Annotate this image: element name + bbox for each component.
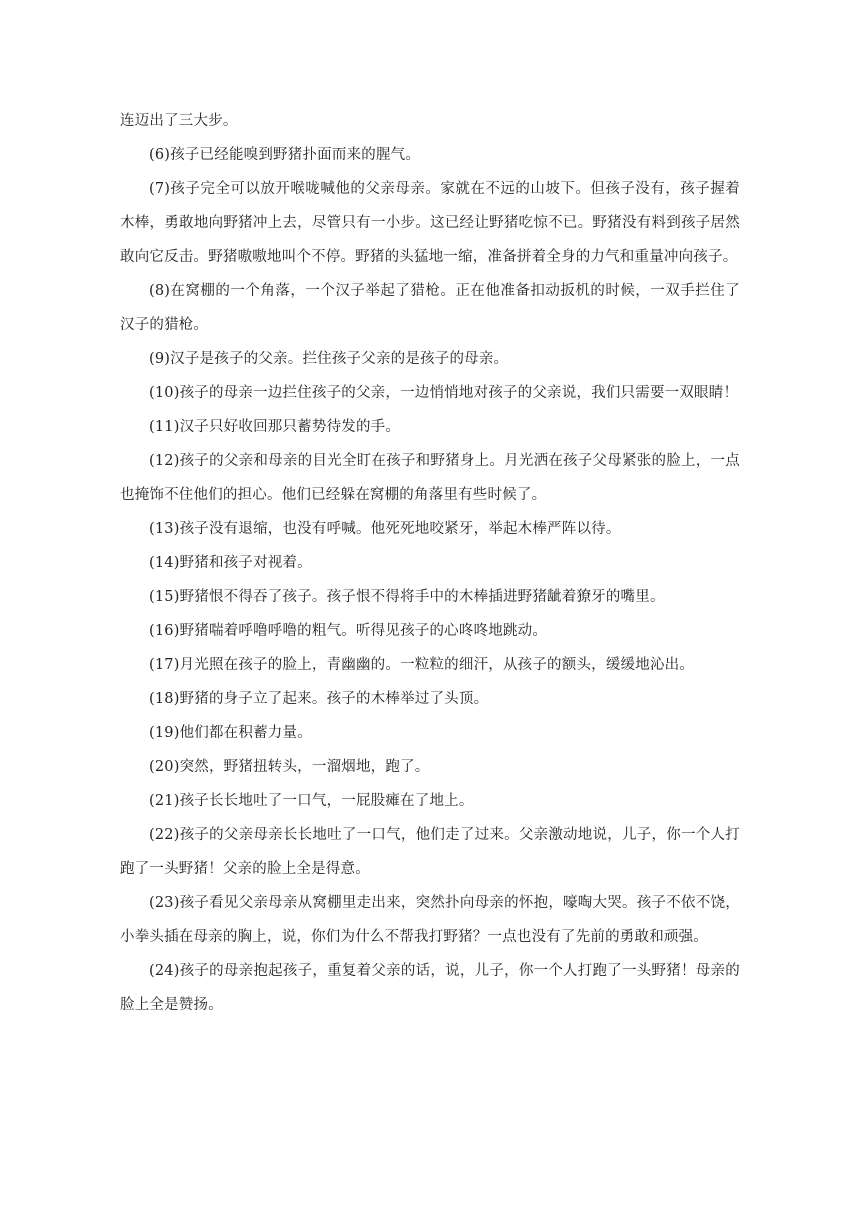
paragraph-15: (15)野猪恨不得吞了孩子。孩子恨不得将手中的木棒插进野猪龇着獠牙的嘴里。: [149, 589, 665, 605]
paragraph-13: (13)孩子没有退缩，也没有呼喊。他死死地咬紧牙，举起木棒严阵以待。: [149, 521, 621, 537]
paragraph-9: (9)汉子是孩子的父亲。拦住孩子父亲的是孩子的母亲。: [149, 351, 509, 367]
paragraph-22: (22)孩子的父亲母亲长长地吐了一口气，他们走了过来。父亲激动地说，儿子，你一个人打跑了一头野猪！父亲的脸上全是得意。: [120, 827, 740, 877]
paragraph-12: (12)孩子的父亲和母亲的目光全盯在孩子和野猪身上。月光洒在孩子父母紧张的脸上，一点也掩饰不住他们的担心。他们已经躲在窝棚的角落里有些时候了。: [120, 453, 740, 503]
paragraph-18: (18)野猪的身子立了起来。孩子的木棒举过了头顶。: [149, 691, 489, 707]
paragraph-17: (17)月光照在孩子的脸上，青幽幽的。一粒粒的细汗，从孩子的额头，缓缓地沁出。: [149, 657, 695, 673]
paragraph-6: (6)孩子已经能嗅到野猪扑面而来的腥气。: [149, 147, 421, 163]
document-body: [120, 104, 740, 1022]
paragraph-8: (8)在窝棚的一个角落，一个汉子举起了猎枪。正在他准备扣动扳机的时候，一双手拦住了汉子的猎枪。: [120, 283, 740, 333]
paragraph-23: (23)孩子看见父亲母亲从窝棚里走出来，突然扑向母亲的怀抱，嚎啕大哭。孩子不依不饶，小拳头插在母亲的胸上，说，你们为什么不帮我打野猪？一点也没有了先前的勇敢和顽强。: [120, 895, 740, 945]
paragraph-11: (11)汉子只好收回那只蓄势待发的手。: [149, 419, 401, 435]
paragraph-24: (24)孩子的母亲抱起孩子，重复着父亲的话，说，儿子，你一个人打跑了一头野猪！母亲的脸上全是赞扬。: [120, 963, 740, 1013]
paragraph-16: (16)野猪喘着呼噜呼噜的粗气。听得见孩子的心咚咚地跳动。: [149, 623, 548, 639]
paragraph-7: (7)孩子完全可以放开喉咙喊他的父亲母亲。家就在不远的山坡下。但孩子没有，孩子握着木棒，勇敢地向野猪冲上去，尽管只有一小步。这已经让野猪吃惊不已。野猪没有料到孩子居然敢向它反击。野猪嗷嗷地叫个不停。野猪的头猛地一缩，准备拼着全身的力气和重量冲向孩子。: [120, 181, 740, 265]
paragraph-14: (14)野猪和孩子对视着。: [149, 555, 312, 571]
paragraph-21: (21)孩子长长地吐了一口气，一屁股瘫在了地上。: [149, 793, 474, 809]
paragraph-19: (19)他们都在积蓄力量。: [149, 725, 312, 741]
paragraph-10: (10)孩子的母亲一边拦住孩子的父亲，一边悄悄地对孩子的父亲说，我们只需要一双眼睛！: [149, 385, 739, 401]
paragraph-20: (20)突然，野猪扭转头，一溜烟地，跑了。: [149, 759, 430, 775]
paragraph-continuation: 连迈出了三大步。: [120, 113, 238, 129]
